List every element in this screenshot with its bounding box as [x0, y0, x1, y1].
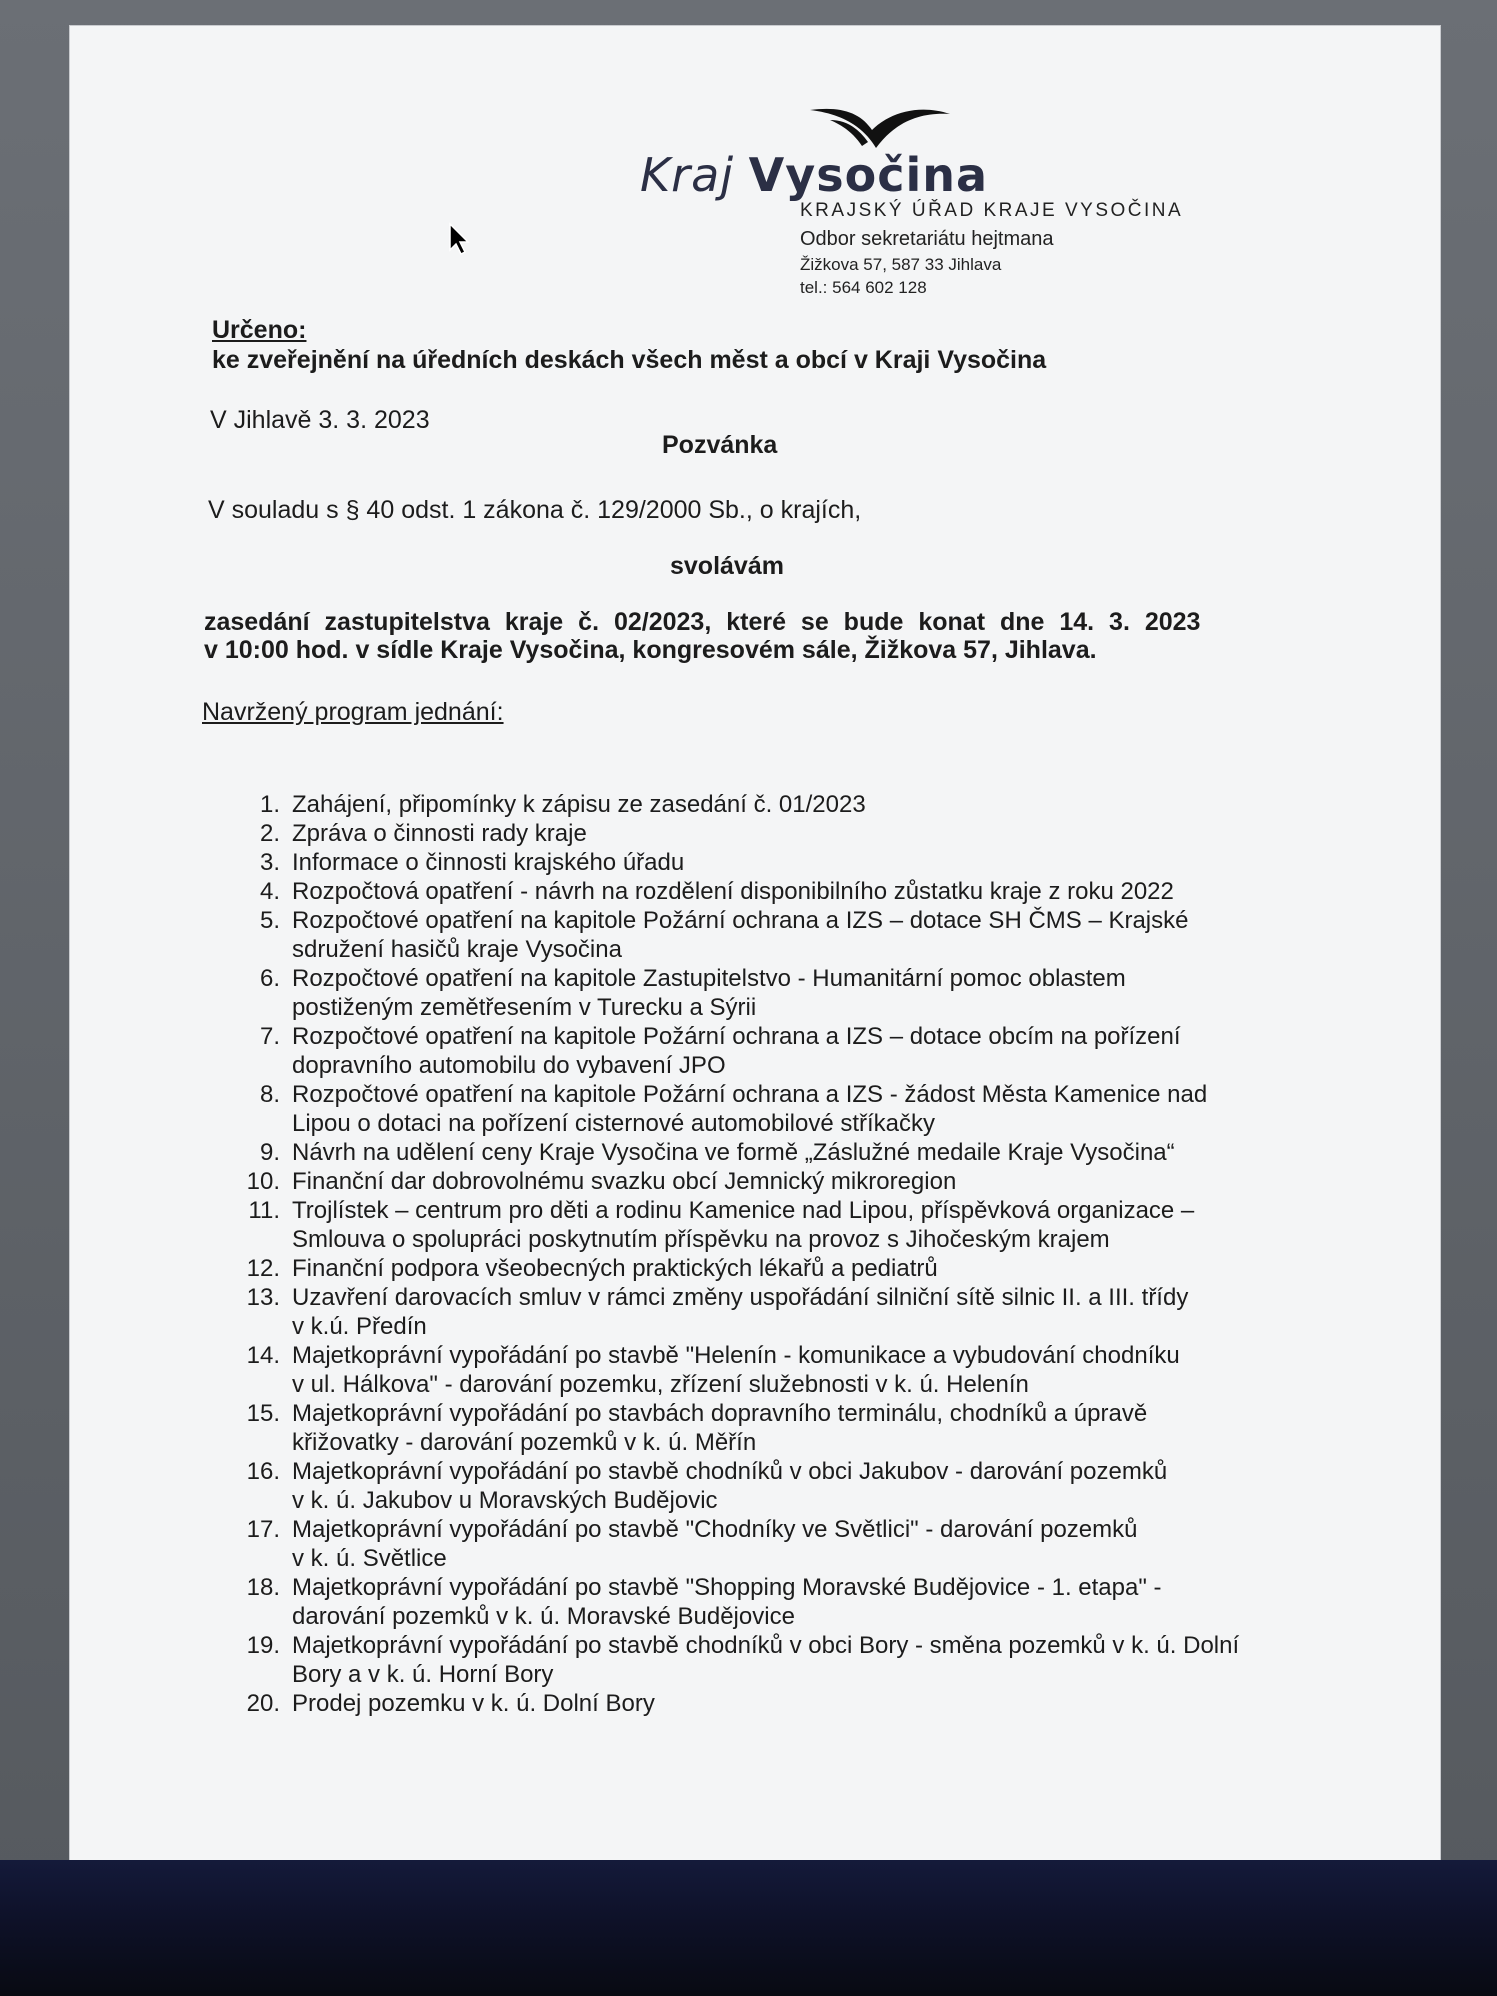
- logo-word-vysocina: Vysočina: [748, 148, 989, 202]
- agenda-item-number: 20.: [246, 1690, 280, 1717]
- agenda-item-text: [292, 1515, 1302, 1573]
- agenda-item-line: Návrh na udělení ceny Kraje Vysočina ve formě „Záslužné medaile Kraje Vysočina“: [292, 1139, 1175, 1166]
- agenda-item-line: Majetkoprávní vypořádání po stavbě chodníků v obci Jakubov - darování pozemků: [292, 1458, 1168, 1485]
- agenda-item-line: Majetkoprávní vypořádání po stavbě chodníků v obci Bory - směna pozemků v k. ú. Dolní: [292, 1632, 1240, 1659]
- agenda-item-line: Rozpočtové opatření na kapitole Požární ochrana a IZS – dotace SH ČMS – Krajské: [292, 907, 1189, 934]
- agenda-item-number: 13.: [246, 1284, 280, 1311]
- agenda-item: [222, 1080, 1302, 1138]
- agenda-item-line: křižovatky - darování pozemků v k. ú. Měřín: [292, 1429, 757, 1456]
- agenda-item-text: [292, 1254, 1302, 1283]
- meeting-line-1: zasedání zastupitelstva kraje č. 02/2023, které se bude konat dne 14. 3. 2023: [204, 608, 1201, 636]
- agenda-item-line: v k. ú. Jakubov u Moravských Budějovic: [292, 1487, 718, 1514]
- agenda-item-text: [292, 1138, 1302, 1167]
- agenda-item: [222, 1341, 1302, 1399]
- agenda-item-number: 5.: [259, 907, 280, 934]
- agenda-item-line: v k.ú. Předín: [292, 1313, 427, 1340]
- document-title: Pozvánka: [662, 431, 778, 459]
- agenda-item-line: Bory a v k. ú. Horní Bory: [292, 1661, 554, 1688]
- mouse-pointer-icon: [448, 222, 472, 256]
- office-phone: tel.: 564 602 128: [800, 278, 927, 298]
- agenda-item-line: postiženým zemětřesením v Turecku a Sýrii: [292, 994, 757, 1021]
- agenda-item-number: 6.: [259, 965, 280, 992]
- office-name: KRAJSKÝ ÚŘAD KRAJE VYSOČINA: [800, 200, 1184, 221]
- agenda-item-number: 4.: [259, 878, 280, 905]
- office-header: [800, 198, 1183, 300]
- monitor-bezel: [0, 1860, 1497, 1996]
- intended-label: Určeno:: [212, 316, 307, 344]
- agenda-item-number: 1.: [259, 791, 280, 818]
- agenda-item-number: 14.: [246, 1342, 280, 1369]
- agenda-item-line: Finanční podpora všeobecných praktických lékařů a pediatrů: [292, 1255, 938, 1282]
- agenda-item-text: [292, 1573, 1302, 1631]
- office-address: Žižkova 57, 587 33 Jihlava: [800, 254, 1002, 274]
- agenda-item-line: v ul. Hálkova" - darování pozemku, zřízení služebnosti v k. ú. Helenín: [292, 1371, 1029, 1398]
- agenda-item: [222, 790, 1302, 819]
- agenda-item-text: [292, 964, 1302, 1022]
- agenda-item-line: Rozpočtové opatření na kapitole Zastupitelstvo - Humanitární pomoc oblastem: [292, 965, 1126, 992]
- agenda-item-line: Informace o činnosti krajského úřadu: [292, 849, 685, 876]
- agenda-item-line: Finanční dar dobrovolnému svazku obcí Jemnický mikroregion: [292, 1168, 957, 1195]
- agenda-item-line: Majetkoprávní vypořádání po stavbě "Helenín - komunikace a vybudování chodníku: [292, 1342, 1180, 1369]
- agenda-item: [222, 1573, 1302, 1631]
- agenda-item-number: 8.: [259, 1081, 280, 1108]
- agenda-item: [222, 1167, 1302, 1196]
- agenda-item-line: Majetkoprávní vypořádání po stavbě "Chodníky ve Světlici" - darování pozemků: [292, 1516, 1138, 1543]
- agenda-item-text: [292, 848, 1302, 877]
- agenda-item-number: 9.: [259, 1139, 280, 1166]
- agenda-item-number: 17.: [246, 1516, 280, 1543]
- agenda-item-text: [292, 1080, 1302, 1138]
- agenda-item: [222, 1283, 1302, 1341]
- logo-word-kraj: Kraj: [640, 148, 735, 202]
- agenda-item: [222, 819, 1302, 848]
- agenda-item-number: 11.: [248, 1197, 280, 1224]
- legal-basis: V souladu s § 40 odst. 1 zákona č. 129/2000 Sb., o krajích,: [208, 496, 862, 524]
- agenda-item-line: dopravního automobilu do vybavení JPO: [292, 1052, 726, 1079]
- agenda-item-line: darování pozemků v k. ú. Moravské Budějovice: [292, 1603, 795, 1630]
- agenda-item-line: sdružení hasičů kraje Vysočina: [292, 936, 622, 963]
- agenda-item-text: [292, 1341, 1302, 1399]
- agenda-item-line: Zahájení, připomínky k zápisu ze zasedání č. 01/2023: [292, 791, 866, 818]
- agenda-item-line: v k. ú. Světlice: [292, 1545, 447, 1572]
- agenda-item-line: Smlouva o spolupráci poskytnutím příspěvku na provoz s Jihočeským krajem: [292, 1226, 1110, 1253]
- agenda-item-number: 3.: [259, 849, 280, 876]
- agenda-item-text: [292, 790, 1302, 819]
- agenda-item-text: [292, 1167, 1302, 1196]
- date-line: V Jihlavě 3. 3. 2023: [210, 406, 430, 434]
- agenda-item-line: Rozpočtová opatření - návrh na rozdělení disponibilního zůstatku kraje z roku 2022: [292, 878, 1174, 905]
- agenda-item-line: Majetkoprávní vypořádání po stavbách dopravního terminálu, chodníků a úpravě: [292, 1400, 1148, 1427]
- agenda-item-text: [292, 1022, 1302, 1080]
- agenda-item: [222, 1138, 1302, 1167]
- agenda-item-text: [292, 906, 1302, 964]
- agenda-item-text: [292, 1399, 1302, 1457]
- agenda-item-line: Rozpočtové opatření na kapitole Požární ochrana a IZS - žádost Města Kamenice nad: [292, 1081, 1208, 1108]
- agenda-item-text: [292, 819, 1302, 848]
- agenda-item-line: Majetkoprávní vypořádání po stavbě "Shopping Moravské Budějovice - 1. etapa" -: [292, 1574, 1162, 1601]
- kraj-vysocina-logo: [640, 106, 989, 206]
- agenda-item: [222, 1022, 1302, 1080]
- agenda-list: [222, 790, 1302, 1718]
- agenda-item-number: 16.: [246, 1458, 280, 1485]
- agenda-item-text: [292, 1689, 1302, 1718]
- agenda-item-number: 12.: [246, 1255, 280, 1282]
- agenda-item-text: [292, 1196, 1302, 1254]
- agenda-item: [222, 906, 1302, 964]
- agenda-item-text: [292, 877, 1302, 906]
- agenda-item: [222, 1196, 1302, 1254]
- agenda-item: [222, 964, 1302, 1022]
- agenda-item-number: 18.: [246, 1574, 280, 1601]
- agenda-item: [222, 1631, 1302, 1689]
- agenda-item: [222, 1399, 1302, 1457]
- agenda-item-text: [292, 1457, 1302, 1515]
- agenda-item-line: Uzavření darovacích smluv v rámci změny uspořádání silniční sítě silnic II. a III. třídy: [292, 1284, 1189, 1311]
- agenda-item: [222, 848, 1302, 877]
- agenda-item-text: [292, 1631, 1302, 1689]
- agenda-item-line: Trojlístek – centrum pro děti a rodinu Kamenice nad Lipou, příspěvková organizace –: [292, 1197, 1195, 1224]
- agenda-item-number: 19.: [246, 1632, 280, 1659]
- agenda-item-text: [292, 1283, 1302, 1341]
- agenda-item-number: 2.: [259, 820, 280, 847]
- agenda-heading: Navržený program jednání:: [202, 698, 504, 726]
- agenda-item: [222, 1689, 1302, 1718]
- convene-word: svolávám: [670, 552, 784, 580]
- agenda-item: [222, 1457, 1302, 1515]
- agenda-item-number: 7.: [259, 1023, 280, 1050]
- agenda-item-number: 10.: [246, 1168, 280, 1195]
- agenda-item: [222, 1254, 1302, 1283]
- agenda-item-number: 15.: [246, 1400, 280, 1427]
- agenda-item-line: Zpráva o činnosti rady kraje: [292, 820, 587, 847]
- agenda-item-line: Lipou o dotaci na pořízení cisternové automobilové stříkačky: [292, 1110, 936, 1137]
- agenda-item-line: Rozpočtové opatření na kapitole Požární ochrana a IZS – dotace obcím na pořízení: [292, 1023, 1181, 1050]
- agenda-item: [222, 877, 1302, 906]
- office-department: Odbor sekretariátu hejtmana: [800, 227, 1054, 250]
- intended-text: ke zveřejnění na úředních deskách všech měst a obcí v Kraji Vysočina: [212, 346, 1047, 374]
- meeting-line-2: v 10:00 hod. v sídle Kraje Vysočina, kongresovém sále, Žižkova 57, Jihlava.: [204, 636, 1097, 664]
- agenda-item: [222, 1515, 1302, 1573]
- logo-wordmark: [640, 148, 988, 202]
- agenda-item-line: Prodej pozemku v k. ú. Dolní Bory: [292, 1690, 655, 1717]
